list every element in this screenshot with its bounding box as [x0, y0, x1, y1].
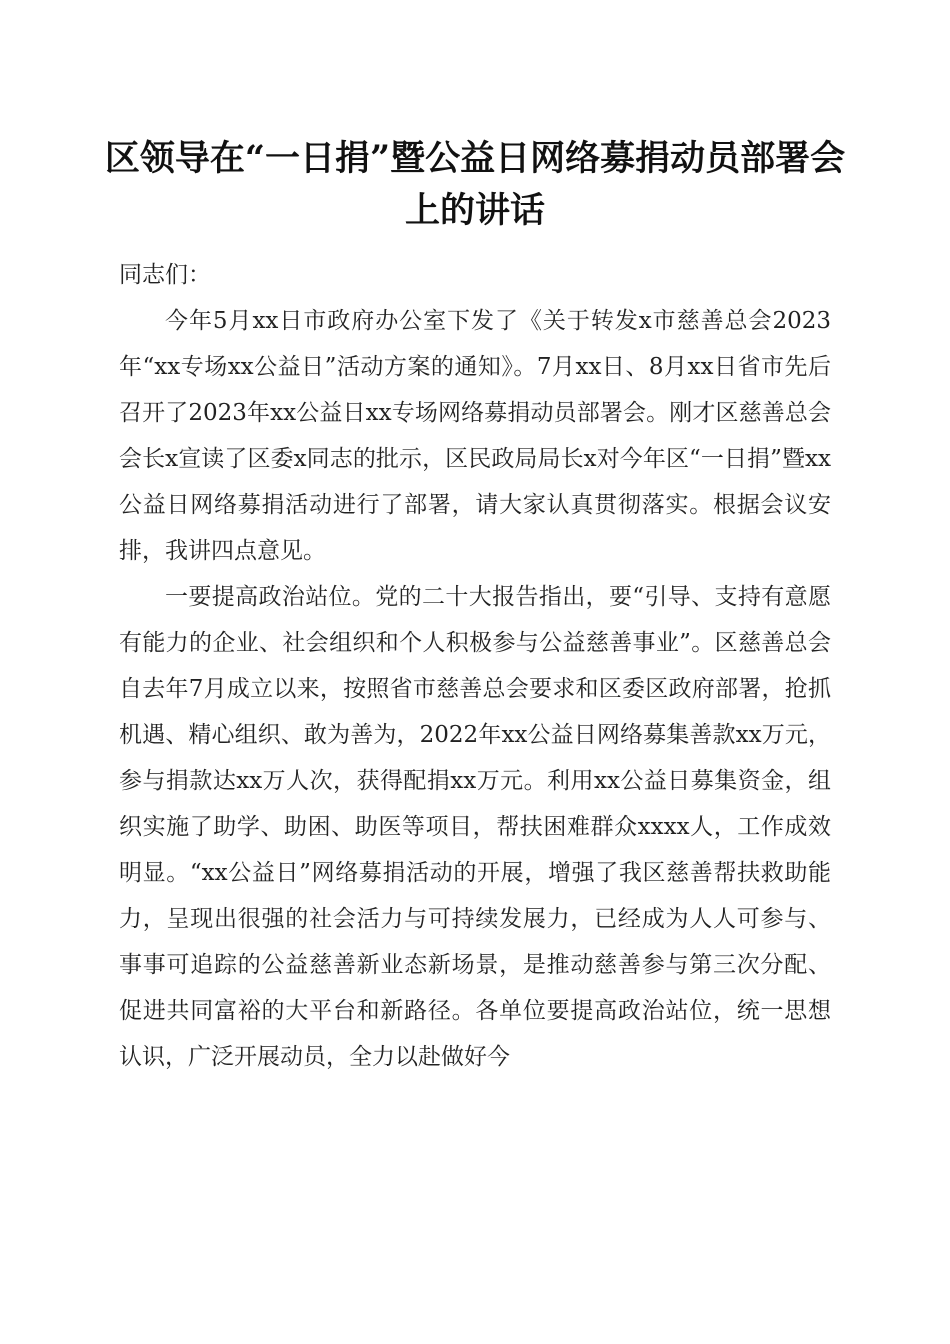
document-body	[119, 252, 831, 1080]
paragraph-1: 今年5月xx日市政府办公室下发了《关于转发x市慈善总会2023年“xx专场xx公益日”活动方案的通知》。7月xx日、8月xx日省市先后召开了2023年xx公益日xx专场网络募捐动员部署会。刚才区慈善总会会长x宣读了区委x同志的批示，区民政局局长x对今年区“一日捐”暨xx公益日网络募捐活动进行了部署，请大家认真贯彻落实。根据会议安排，我讲四点意见。	[119, 308, 831, 564]
paragraph-2: 一要提高政治站位。党的二十大报告指出，要“引导、支持有意愿有能力的企业、社会组织和个人积极参与公益慈善事业”。区慈善总会自去年7月成立以来，按照省市慈善总会要求和区委区政府部署，抢抓机遇、精心组织、敢为善为，2022年xx公益日网络募集善款xx万元，参与捐款达xx万人次，获得配捐xx万元。利用xx公益日募集资金，组织实施了助学、助困、助医等项目，帮扶困难群众xxxx人，工作成效明显。“xx公益日”网络募捐活动的开展，增强了我区慈善帮扶救助能力，呈现出很强的社会活力与可持续发展力，已经成为人人可参与、事事可追踪的公益慈善新业态新场景，是推动慈善参与第三次分配、促进共同富裕的大平台和新路径。各单位要提高政治站位，统一思想认识，广泛开展动员，全力以赴做好今	[119, 584, 831, 1070]
salutation: 同志们：	[119, 262, 211, 288]
document-title: 区领导在“一日捐”暨公益日网络募捐动员部署会上的讲话	[104, 138, 846, 231]
